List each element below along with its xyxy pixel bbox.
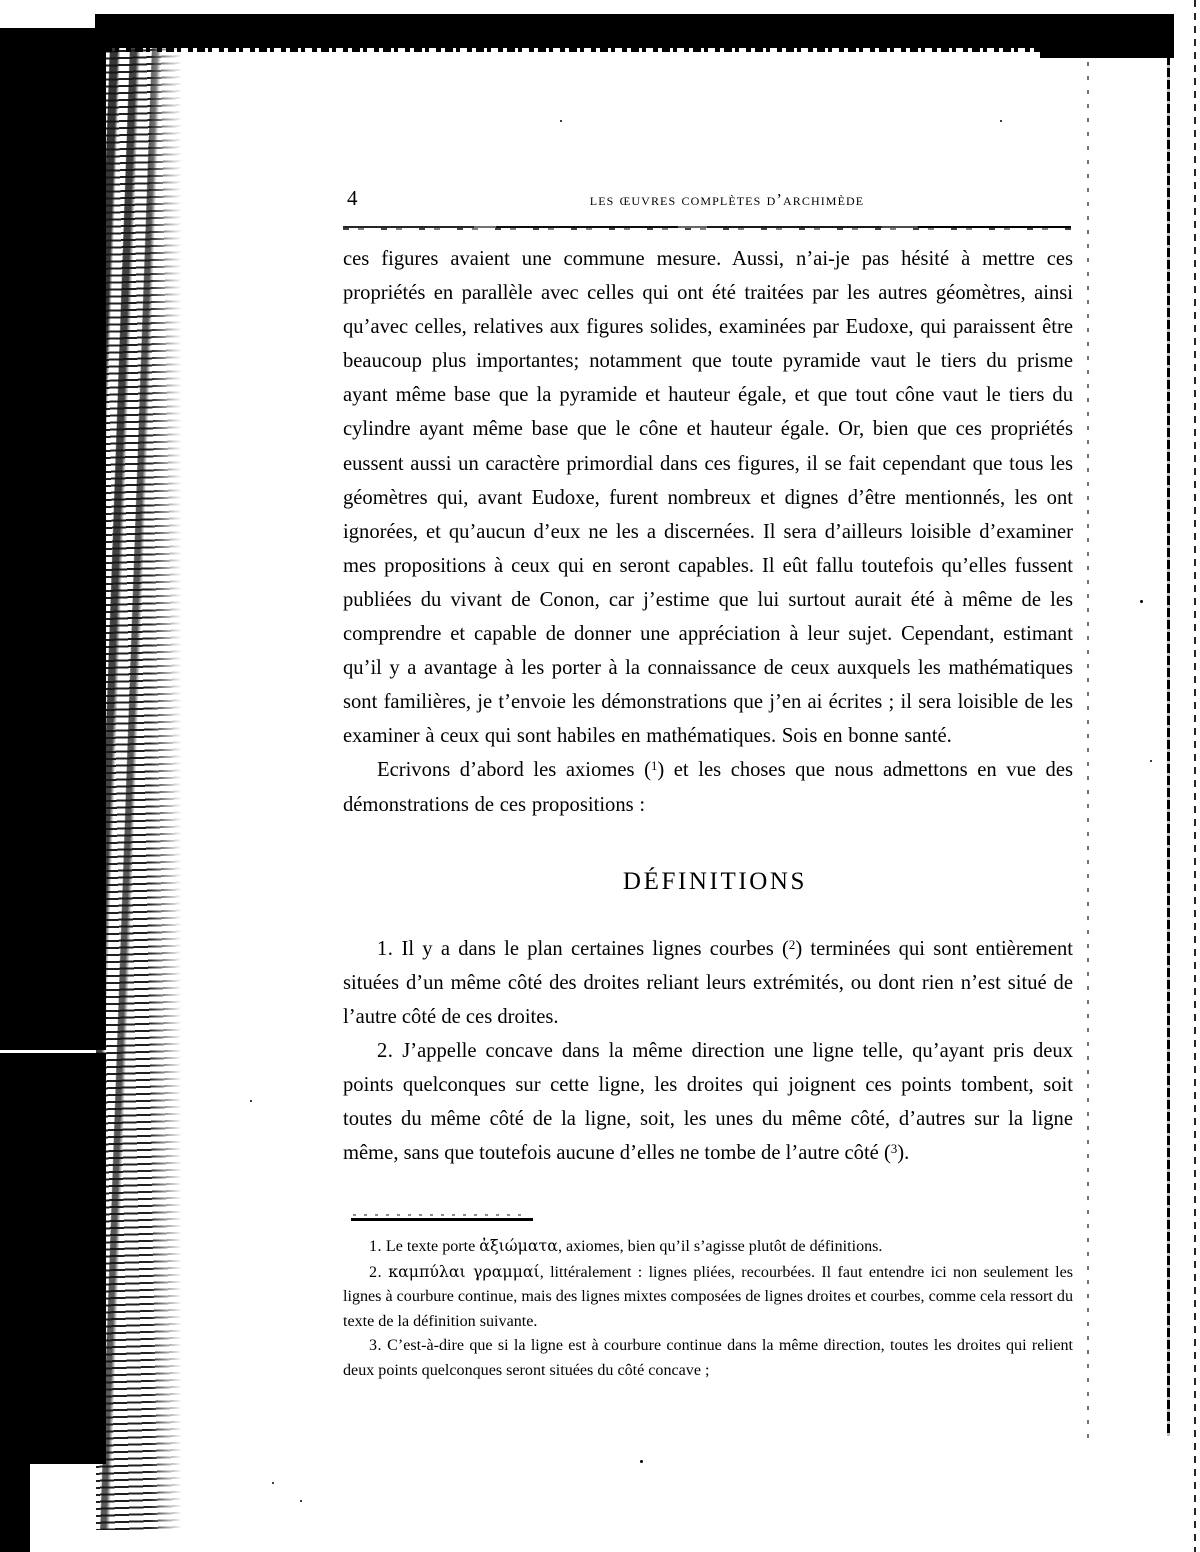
footnote-separator-rule (351, 1218, 533, 1221)
definition-text-2-before: J’appelle concave dans la même direction une ligne telle, qu’ayant pris deux points quelconques sur cette ligne, les droites qui joignent ces points tombent, soit toutes du même côté de la ligne, soit, les unes du même côté, d’autres sur la ligne même, sans que toutefois aucune d’elles ne tombe de l’autre côté ( (343, 1039, 1073, 1165)
footnote-1-text-before: Le texte porte (381, 1238, 480, 1255)
body-text (343, 242, 1073, 822)
footnote-2-greek-term: καμπύλαι γραμμαί (388, 1261, 540, 1281)
footnote-3-text: C’est-à-dire que si la ligne est à courbure continue dans la même direction, toutes les droites qui relient deux points quelconques seront situées du côté concave ; (343, 1337, 1073, 1379)
axioms-intro-after: ) et les choses que nous admettons en vue des démonstrations de ces propositions : (343, 759, 1073, 816)
footnote-marker-3[interactable]: 3 (890, 1142, 898, 1157)
scan-page-inner-edge (1087, 48, 1089, 1448)
scan-speck (272, 1482, 274, 1484)
definition-item-2 (343, 1034, 1073, 1170)
section-heading-definitions: DÉFINITIONS (622, 867, 808, 895)
paragraph-continuation: ces figures avaient une commune mesure. Aussi, n’ai-je pas hésité à mettre ces propriétés en parallèle avec celles qui ont été traitées par les autres géomètres, ainsi qu’avec celles, relatives aux figures solides, examinées par Eudoxe, qui paraissent être beaucoup plus importantes; notamment que toute pyramide vaut le tiers du prisme ayant même base que la pyramide et hauteur égale, et que tout cône vaut le tiers du cylindre ayant même base que le cône et hauteur égale. Or, bien que ces propriétés eussent aussi un caractère primordial dans ces figures, il se fait cependant que tous les géomètres qui, avant Eudoxe, furent nombreux et dignes d’être mentionnés, les ont ignorées, et qu’aucun d’eux ne les a discernées. Il sera d’ailleurs loisible d’examiner mes propositions à ceux qui en seront capables. Il eût fallu toutefois qu’elles fussent publiées du vivant de Conon, car j’estime que lui surtout aurait été à même de les comprendre et capable de donner une appréciation à leur sujet. Cependant, estimant qu’il y a avantage à les porter à la connaissance de ceux auxquels les mathématiques sont familières, je t’envoie les démonstrations que j’en ai écrites ; il sera loisible de les examiner à ceux qui sont habiles en mathématiques. Sois en bonne santé. (343, 248, 1073, 748)
definition-text-1-after: ) terminées qui sont entièrement situées d’un même côté des droites reliant leurs extrémités, ou dont rien n’est situé de l’autre côté de ces droites. (343, 937, 1073, 1028)
definition-number-1: 1. (377, 937, 394, 960)
scan-speck (250, 1100, 252, 1102)
axioms-intro-before: Ecrivons d’abord les axiomes ( (377, 759, 651, 782)
footnote-number-1: 1. (369, 1238, 382, 1255)
paragraph-axioms-intro (343, 753, 1073, 821)
running-header (343, 186, 1073, 220)
footnotes-block (343, 1218, 1073, 1384)
header-rule (343, 226, 1071, 228)
scan-speck (1150, 760, 1152, 762)
footnote-marker-1[interactable]: 1 (650, 759, 658, 774)
footnote-1 (343, 1234, 1073, 1260)
scan-top-right-artifact (1040, 14, 1174, 58)
definitions-list (343, 932, 1073, 1171)
scan-left-gutter-shadow (0, 28, 106, 1464)
scan-speck (560, 120, 562, 122)
definition-number-2: 2. (377, 1039, 394, 1062)
footnote-number-2: 2. (369, 1263, 382, 1281)
scan-gutter-tail (0, 1464, 30, 1552)
scan-speck (1140, 600, 1143, 603)
scan-speck (300, 1500, 302, 1502)
page-number: 4 (347, 186, 358, 210)
footnote-2-text-after: , littéralement : lignes pliées, recourbées. Il faut entendre ici non seulement les lignes à courbure continue, mais des lignes mixtes composées de lignes droites et courbes, comme cela ressort du texte de la définition suivante. (343, 1263, 1073, 1330)
scan-gutter-notch (0, 1050, 106, 1053)
scan-outer-frame-edge (1194, 0, 1196, 1552)
footnote-1-greek-term: ἀξιώματα (479, 1236, 558, 1255)
footnote-list (343, 1234, 1073, 1384)
scan-speck (640, 1460, 643, 1463)
scan-top-edge-artifact (95, 14, 1173, 48)
definition-text-1-before: Il y a dans le plan certaines lignes courbes ( (393, 937, 789, 960)
text-column (343, 186, 1073, 1170)
running-head-title: les œuvres complètes d’archimède (589, 190, 865, 209)
footnote-2 (343, 1260, 1073, 1335)
definition-text-2-after: ). (897, 1142, 910, 1165)
footnote-3 (343, 1334, 1073, 1383)
definition-item-1 (343, 932, 1073, 1034)
footnote-marker-2[interactable]: 2 (788, 937, 796, 952)
footnote-number-3: 3. (369, 1337, 382, 1355)
scan-binding-streaks (96, 30, 182, 1530)
footnote-1-text-after: , axiomes, bien qu’il s’agisse plutôt de définitions. (557, 1238, 883, 1255)
scan-speck (1000, 120, 1002, 122)
scan-page-right-edge (1167, 56, 1170, 1436)
